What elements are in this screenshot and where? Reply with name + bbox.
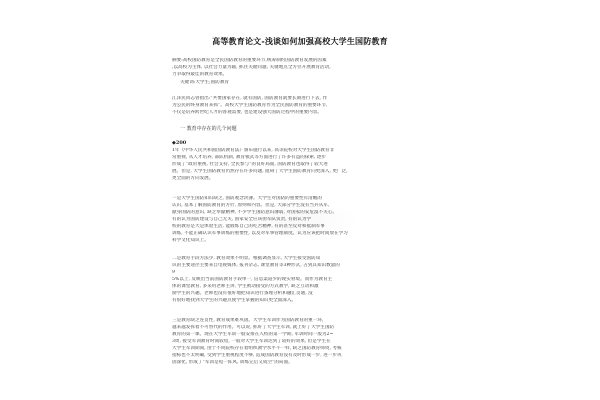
paragraph-line: 越来越发挥着不可替代的作用。可以说, 抓好了大学生军训, 就上好了大学生国防 xyxy=(172,325,335,330)
paragraph-line: 体的课堂教育, 多采用老师主讲, 学生被动接受的方式教学, 缺乏互动和激 xyxy=(172,284,319,289)
paragraph-line: 9 xyxy=(172,270,175,275)
paragraph-line: 展。但是, 大学生国防教育仍然存在许多问题, 阻碍了大学生国防教育向更深入, 更广泛, xyxy=(172,169,348,174)
abstract-line: ,以高校为主体, 以社会力量为辅, 抓住关键问题, 关键地点全方位开展教育活动, xyxy=(172,65,331,70)
intro-line: 江泽民同志曾指出:“共要国家存在, 就有国防, 国防教育就要长期进行下去, 作 xyxy=(172,96,328,101)
paragraph-line: 大学生军训期间, 由于不同院校存在着组织教学水平不一样, 缺乏国防教育师资, 考核 xyxy=(172,346,342,351)
document-title: 高等教育论文-浅谈如何加强高校大学生国防教育 xyxy=(212,36,388,46)
paragraph-line: 二是教育手段方法少, 教育效果不明显。根据调查显示, 大学生接受国防知 xyxy=(172,256,321,261)
paragraph-line: 5%以上, 反映出当前国防教育手段单一, 信息渠道少的现实窘境。而作为教育主 xyxy=(172,277,333,282)
paragraph-line: 指标也不太明确, 受到学生重视程度不够, 造成国防教育没有及时形成一步, 进一步巩 xyxy=(172,353,342,358)
paragraph-line: 形成了“政府重视, 社会支持, 全民参与”的良好局面, 国防教育也取得了较大进 xyxy=(172,162,328,167)
abstract-line: 摘要:高校国防教育是全民国防教育的重要环节,统筹制约国防教育发展的因素 xyxy=(172,58,327,63)
paragraph-line: 认识, 基本了解国防教育的方针, 原则和内容。但是, 大部分学生没有当兵从军, xyxy=(172,203,330,208)
paragraph-line: 科学文化知识上。 xyxy=(172,238,209,243)
document-sheet xyxy=(168,0,432,400)
paragraph-line: 有很好地找到大学生的兴趣点使学生掌握的知识更全面深入。 xyxy=(172,298,297,303)
paragraph-marker: ◆200 xyxy=(172,140,187,146)
paragraph-line: 励学生的兴趣。老师也没有很好地把知识进行条理分析和融汇贯通, 没 xyxy=(172,291,313,296)
paragraph-line: 识的主要途径主要来自电视媒体, 报刊杂志, 课堂教育等3种形式, 占到其知识数量的 xyxy=(172,263,340,268)
paragraph-line: 有的认为国防建设与自己无关, 国家安全应该由军队负责, 有的认为学 xyxy=(172,217,312,222)
paragraph-line: 训练, 不能正确认识军事训练的重要性, 以及对军事管理制度。认为应该把时间放在学习 xyxy=(172,231,348,236)
paragraph-line: 固深化, 形成了“军训是短一阵风, 训练完后又成空”的局面。 xyxy=(172,360,293,365)
keywords-line: 关键词:大学生;国防教育 xyxy=(180,80,230,85)
section-heading: 一 教育中存在的几个问题 xyxy=(180,126,237,132)
abstract-line: 力争取得最佳的教育效果。 xyxy=(172,72,228,77)
paragraph-line: 3周, 接受军训教育时间较短, 一般对大学生军训达到了较好的效果, 但是学生在 xyxy=(172,339,331,344)
paragraph-line: 献身国防的意识, 缺乏奉献精神, 不少学生国防意识薄弱, 对国家的安危漠不关心。 xyxy=(172,210,337,215)
paragraph-line: 常重视, 从人才培养, 部队机制, 教育模式等方面进行了许多有益的探索, 逐步 xyxy=(172,155,327,160)
intro-line: 为公民的终身教育来抓”。高校大学生国防教育作为全民国防教育的重要环节, xyxy=(172,103,328,108)
paragraph-line: 校的教育是大是体验生活, 能锻炼自己的吃苦精神, 有的甚至反对和抵制军事 xyxy=(172,224,325,229)
paragraph-line: 三是教育缺乏连贯性, 教育成果难巩固。大学生军训作为国防教育的重一环, xyxy=(172,318,324,323)
intro-line: 不仅是培养跨世纪人才的客观需要, 也是建设强大国防过程中的重要内容。 xyxy=(172,110,322,115)
paragraph-line: 1年《中华人民共和国国防教育法》颁布施行以来, 高等院校对大学生国防教育非 xyxy=(172,148,335,153)
paragraph-line: 更全面的方向发展。 xyxy=(172,176,214,181)
paragraph-line: 教育的第一课。现在大学生军训一般安排在入校的第一学期, 军训时间一般为2~ xyxy=(172,332,334,337)
paragraph-line: 一是大学生国防知识缺乏, 国防观念淡薄。大学生对国防的重要性有清醒的 xyxy=(172,196,322,201)
